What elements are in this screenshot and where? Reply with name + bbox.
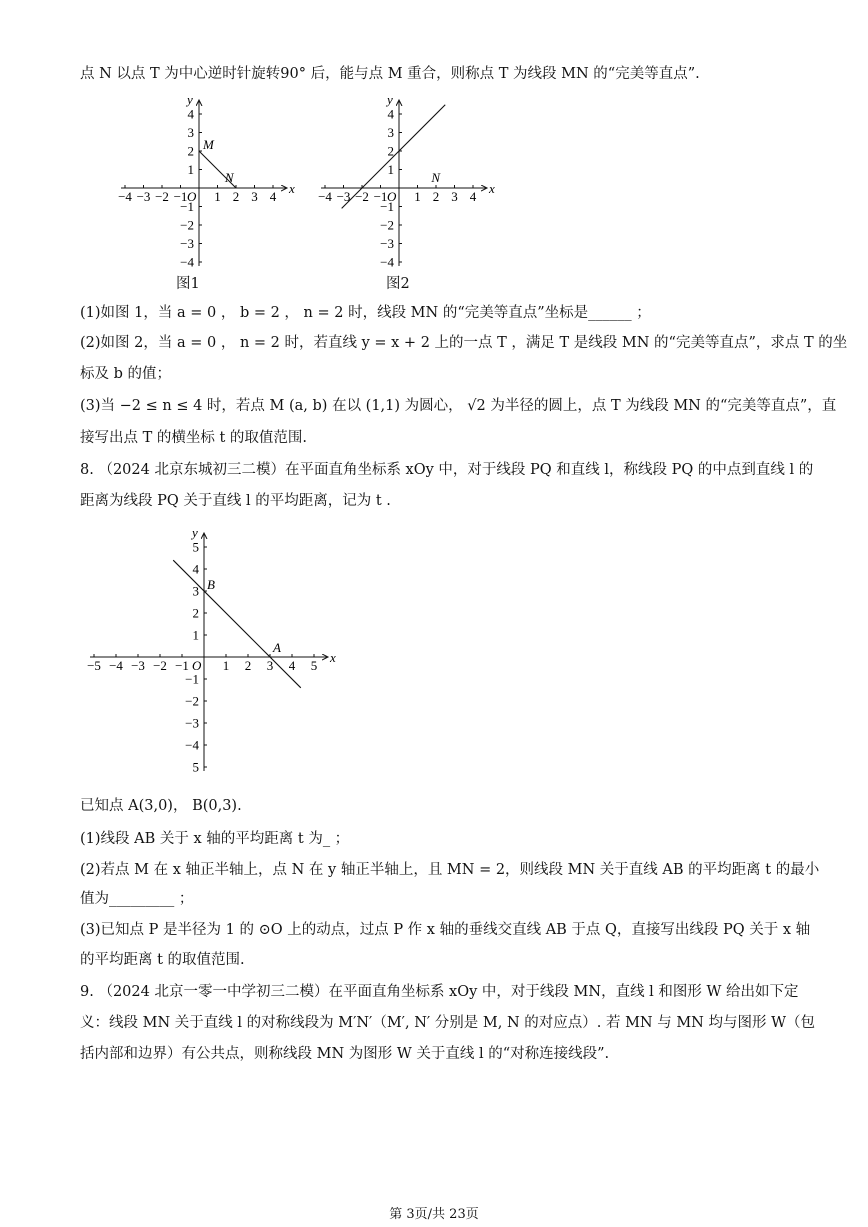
q9-stem: 9. （2024 北京一零一中学初三二模）在平面直角坐标系 xOy 中，对于线段 MN，直线 l 和图形 W 给出如下定 (80, 984, 799, 1000)
y-tick-label: 1 (387, 161, 394, 177)
intro-text: 点 N 以点 T 为中心逆时针旋转90° 后，能与点 M 重合，则称点 T 为线段 MN 的“完美等直点”. (80, 66, 700, 82)
figure-2-graph (303, 92, 498, 292)
x-tick-label: 1 (222, 658, 230, 673)
q8-stem-cont: 距离为线段 PQ 关于直线 l 的平均距离，记为 t . (80, 493, 391, 509)
y-tick-label: −3 (180, 235, 194, 251)
x-tick-label: −3 (336, 189, 351, 204)
x-tick-label: 2 (432, 189, 440, 204)
x-tick-label: 3 (451, 189, 458, 204)
figure-1-graph (95, 92, 295, 292)
x-tick-label: −3 (131, 658, 145, 673)
x-tick-label: 4 (469, 189, 477, 204)
q7-part2-cont: 标及 b 的值； (80, 366, 171, 382)
q8-part3-cont: 的平均距离 t 的取值范围. (80, 952, 245, 968)
x-tick-label: −2 (153, 658, 167, 673)
x-tick-label: 3 (266, 658, 274, 673)
x-tick-label: −1 (173, 189, 188, 204)
point-b-label: B (207, 577, 215, 592)
y-tick-label: 3 (192, 583, 199, 599)
y-tick-label: 1 (187, 161, 194, 177)
point-m-label: M (203, 137, 214, 152)
q8-part2-cont: 值为_________ ； (80, 891, 194, 907)
y-axis-label: y (192, 525, 198, 540)
q9-stem-cont: 义：线段 MN 关于直线 l 的对称线段为 M′N′（M′, N′ 分别是 M, N 的对应点）. 若 MN 与 MN 均与图形 W（包 (80, 1015, 815, 1031)
y-tick-label: 1 (192, 627, 199, 643)
y-tick-label: −1 (380, 198, 394, 214)
q9-stem-cont2: 括内部和边界）有公共点，则称线段 MN 为图形 W 关于直线 l 的“对称连接线段”. (80, 1046, 610, 1062)
x-tick-label: −2 (155, 189, 169, 204)
q8-known: 已知点 A(3,0)， B(0,3). (80, 798, 242, 814)
y-tick-label: −4 (185, 737, 199, 753)
y-axis-label: y (387, 92, 393, 107)
figure-1 (95, 92, 295, 292)
x-tick-label: 3 (251, 189, 258, 204)
figure-2-caption: 图2 (386, 276, 410, 292)
q8-figure (76, 515, 346, 785)
x-tick-label: −4 (118, 189, 132, 204)
y-tick-label: 5 (192, 539, 199, 555)
y-tick-label: −2 (380, 217, 394, 233)
figure-2 (303, 92, 498, 292)
q7-part2: (2)如图 2，当 a = 0 ， n = 2 时，若直线 y = x + 2 上的一点 T ，满足 T 是线段 MN 的“完美等直点”，求点 T 的坐 (80, 335, 848, 351)
q7-part1: (1)如图 1，当 a = 0 ， b = 2 ， n = 2 时，线段 MN 的“完美等直点”坐标是______ ； (80, 305, 651, 321)
q8-part3: (3)已知点 P 是半径为 1 的 ⊙O 上的动点，过点 P 作 x 轴的垂线交直线 AB 于点 Q，直接写出线段 PQ 关于 x 轴 (80, 922, 811, 938)
x-axis-label: x (330, 650, 336, 665)
x-tick-label: −4 (318, 189, 332, 204)
y-tick-label: −1 (180, 198, 194, 214)
point-n-label: N (431, 170, 441, 185)
x-tick-label: −5 (87, 658, 101, 673)
x-tick-label: 1 (414, 189, 421, 204)
y-tick-label: −2 (180, 217, 194, 233)
origin-label: O (387, 189, 397, 204)
x-tick-label: 5 (310, 658, 318, 673)
x-tick-label: 2 (232, 189, 240, 204)
q8-graph (76, 515, 346, 785)
q7-part3-cont: 接写出点 T 的横坐标 t 的取值范围. (80, 430, 308, 446)
x-tick-label: −1 (373, 189, 388, 204)
x-tick-label: 1 (214, 189, 221, 204)
y-axis-label: y (187, 92, 193, 107)
q7-part3: (3)当 −2 ≤ n ≤ 4 时，若点 M (a, b) 在以 (1,1) 为圆心， √2 为半径的圆上，点 T 为线段 MN 的“完美等直点”，直 (80, 398, 837, 414)
x-tick-label: −3 (136, 189, 151, 204)
y-tick-label: −3 (380, 235, 394, 251)
x-tick-label: 2 (244, 658, 252, 673)
y-tick-label: 2 (192, 605, 199, 621)
x-tick-label: −2 (355, 189, 369, 204)
x-tick-label: 4 (269, 189, 277, 204)
y-tick-label: −2 (185, 693, 199, 709)
x-axis-label: x (489, 181, 495, 196)
y-tick-label: −3 (185, 715, 199, 731)
y-tick-label: −4 (380, 254, 394, 270)
origin-label: O (187, 189, 197, 204)
y-tick-label: 3 (187, 124, 194, 140)
y-tick-label: −1 (185, 671, 199, 687)
y-tick-label: 4 (187, 106, 194, 122)
origin-label: O (192, 658, 202, 673)
q8-part2: (2)若点 M 在 x 轴正半轴上，点 N 在 y 轴正半轴上，且 MN = 2，则线段 MN 关于直线 AB 的平均距离 t 的最小 (80, 862, 820, 878)
q8-stem: 8. （2024 北京东城初三二模）在平面直角坐标系 xOy 中，对于线段 PQ 和直线 l，称线段 PQ 的中点到直线 l 的 (80, 462, 814, 478)
y-tick-label: 2 (187, 143, 194, 159)
x-tick-label: −4 (109, 658, 123, 673)
x-axis-label: x (289, 181, 295, 196)
page-footer: 第 3页/共 23页 (389, 1207, 479, 1222)
y-tick-label: 3 (387, 124, 394, 140)
x-tick-label: 4 (288, 658, 296, 673)
y-tick-label: 4 (387, 106, 394, 122)
point-n-label: N (224, 170, 234, 185)
y-tick-label: 2 (387, 143, 394, 159)
x-tick-label: −1 (175, 658, 189, 673)
y-tick-label: −4 (180, 254, 194, 270)
y-tick-label: 5 (192, 759, 199, 775)
q8-part1: (1)线段 AB 关于 x 轴的平均距离 t 为_ ； (80, 831, 350, 847)
y-tick-label: 4 (192, 561, 199, 577)
figure-1-caption: 图1 (176, 276, 200, 292)
point-a-label: A (273, 640, 281, 655)
